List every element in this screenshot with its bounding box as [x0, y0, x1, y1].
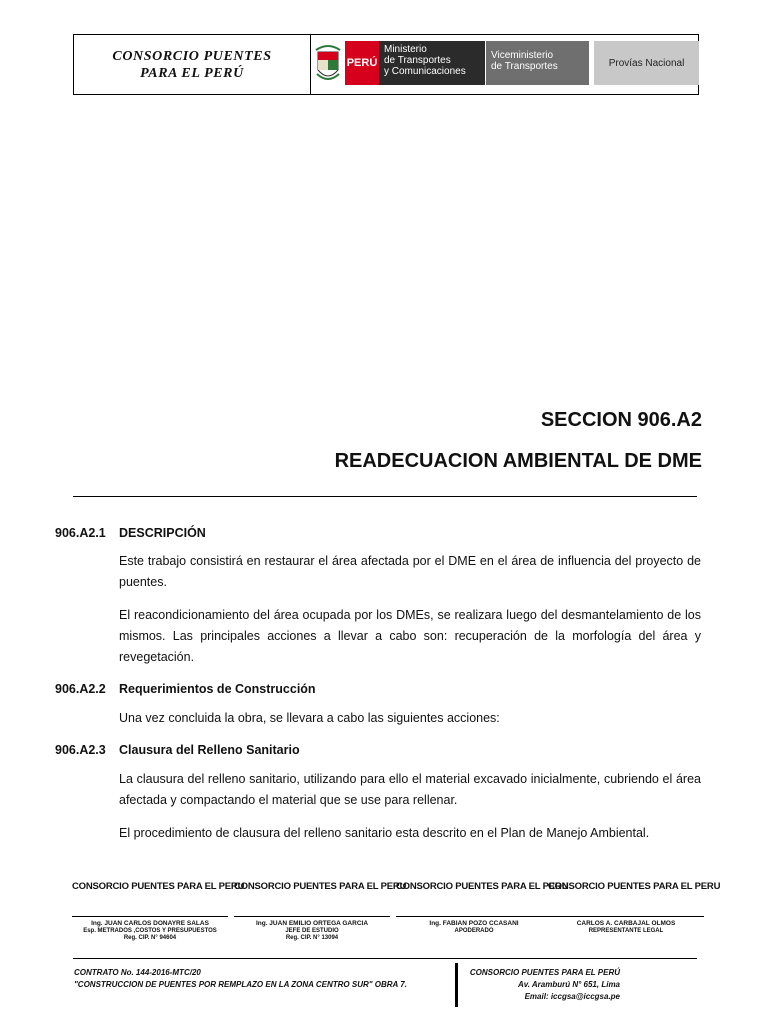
company-name-line1: CONSORCIO PUENTES	[112, 48, 272, 64]
signature-name: Ing. JUAN CARLOS DONAYRE SALAS	[91, 920, 209, 927]
viceministry-logo	[486, 41, 589, 85]
signature-line	[548, 916, 704, 917]
paragraph: Este trabajo consistirá en restaurar el área afectada por el DME en el área de influencia del proyecto de puentes.	[119, 554, 701, 589]
signature-name: CARLOS A. CARBAJAL OLMOS	[576, 920, 676, 927]
paragraph: El procedimiento de clausura del relleno sanitario esta descrito en el Plan de Manejo Ambiental.	[119, 826, 650, 840]
signature-registration: Reg. CIP. N° 13094	[285, 935, 339, 941]
section-heading: Requerimientos de Construcción	[119, 682, 316, 696]
footer-separator	[455, 963, 458, 1007]
title-divider	[73, 496, 697, 497]
signature-block	[396, 881, 569, 935]
signature-name: Ing. FABIAN POZO CCASANI	[429, 920, 519, 927]
signature-line	[234, 916, 390, 917]
section-number: 906.A2.1	[55, 526, 106, 540]
company-name	[74, 35, 311, 94]
footer-contract: CONTRATO No. 144-2016-MTC/20	[74, 968, 201, 977]
section-subtitle: READECUACION AMBIENTAL DE DME	[334, 450, 702, 472]
viceministry-logo-line2: de Transportes	[491, 61, 558, 72]
signature-role: JEFE DE ESTUDIO	[285, 928, 339, 934]
paragraph: La clausura del relleno sanitario, utilizando para ello el material excavado inicialmente, cubriendo el área afectada y compactando el material que se use para rellenar.	[119, 772, 701, 807]
ministry-logo-line3: y Comunicaciones	[384, 66, 466, 77]
coat-of-arms-icon	[315, 42, 341, 84]
footer-contract-info	[74, 967, 407, 991]
footer-company: CONSORCIO PUENTES PARA EL PERÚ	[469, 968, 620, 977]
footer-company-info	[466, 967, 620, 1003]
section-title: SECCION 906.A2	[540, 409, 702, 431]
footer-divider	[73, 958, 697, 959]
ministry-logo-line1: Ministerio	[384, 44, 427, 55]
signature-role: Esp. METRADOS ,COSTOS Y PRESUPUESTOS	[83, 928, 217, 934]
paragraph: Una vez concluida la obra, se llevara a cabo las siguientes acciones:	[119, 711, 500, 725]
signature-block	[234, 881, 407, 942]
signature-line	[396, 916, 552, 917]
signature-line	[72, 916, 228, 917]
document-header	[73, 34, 699, 95]
peru-logo	[345, 41, 379, 85]
company-name-line2: PARA EL PERÚ	[140, 65, 244, 81]
footer-email: Email: iccgsa@iccgsa.pe	[524, 992, 620, 1001]
signature-company: CONSORCIO PUENTES PARA EL PERU	[72, 881, 245, 892]
signature-company: CONSORCIO PUENTES PARA EL PERU	[396, 881, 569, 892]
provias-logo-text: Provías Nacional	[608, 57, 685, 69]
signature-company: CONSORCIO PUENTES PARA EL PERU	[234, 881, 407, 892]
section-heading: DESCRIPCIÓN	[119, 526, 206, 540]
peru-logo-text: PERÚ	[346, 57, 378, 69]
signature-role: APODERADO	[454, 928, 494, 934]
viceministry-logo-line1: Viceministerio	[491, 50, 554, 61]
section-number: 906.A2.3	[55, 743, 106, 757]
signature-block	[548, 881, 721, 935]
signature-block	[72, 881, 245, 942]
footer-project: "CONSTRUCCION DE PUENTES POR REMPLAZO EN LA ZONA CENTRO SUR" OBRA 7.	[74, 980, 407, 989]
section-number: 906.A2.2	[55, 682, 106, 696]
ministry-logo	[379, 41, 485, 85]
signature-role: REPRESENTANTE LEGAL	[588, 928, 664, 934]
paragraph: El reacondicionamiento del área ocupada por los DMEs, se realizara luego del desmantelamiento de los mismos. Las principales acciones a llevar a cabo son: recuperación de la morfología del área y revegetación.	[119, 608, 701, 664]
signature-company: CONSORCIO PUENTES PARA EL PERU	[548, 881, 721, 892]
signature-registration: Reg. CIP. N° 94604	[123, 935, 177, 941]
provias-logo	[594, 41, 699, 85]
footer-address: Av. Aramburú N° 651, Lima	[517, 980, 620, 989]
section-heading: Clausura del Relleno Sanitario	[119, 743, 300, 757]
ministry-logo-banner	[311, 35, 698, 94]
ministry-logo-line2: de Transportes	[384, 55, 451, 66]
signature-name: Ing. JUAN EMILIO ORTEGA GARCIA	[255, 920, 369, 927]
